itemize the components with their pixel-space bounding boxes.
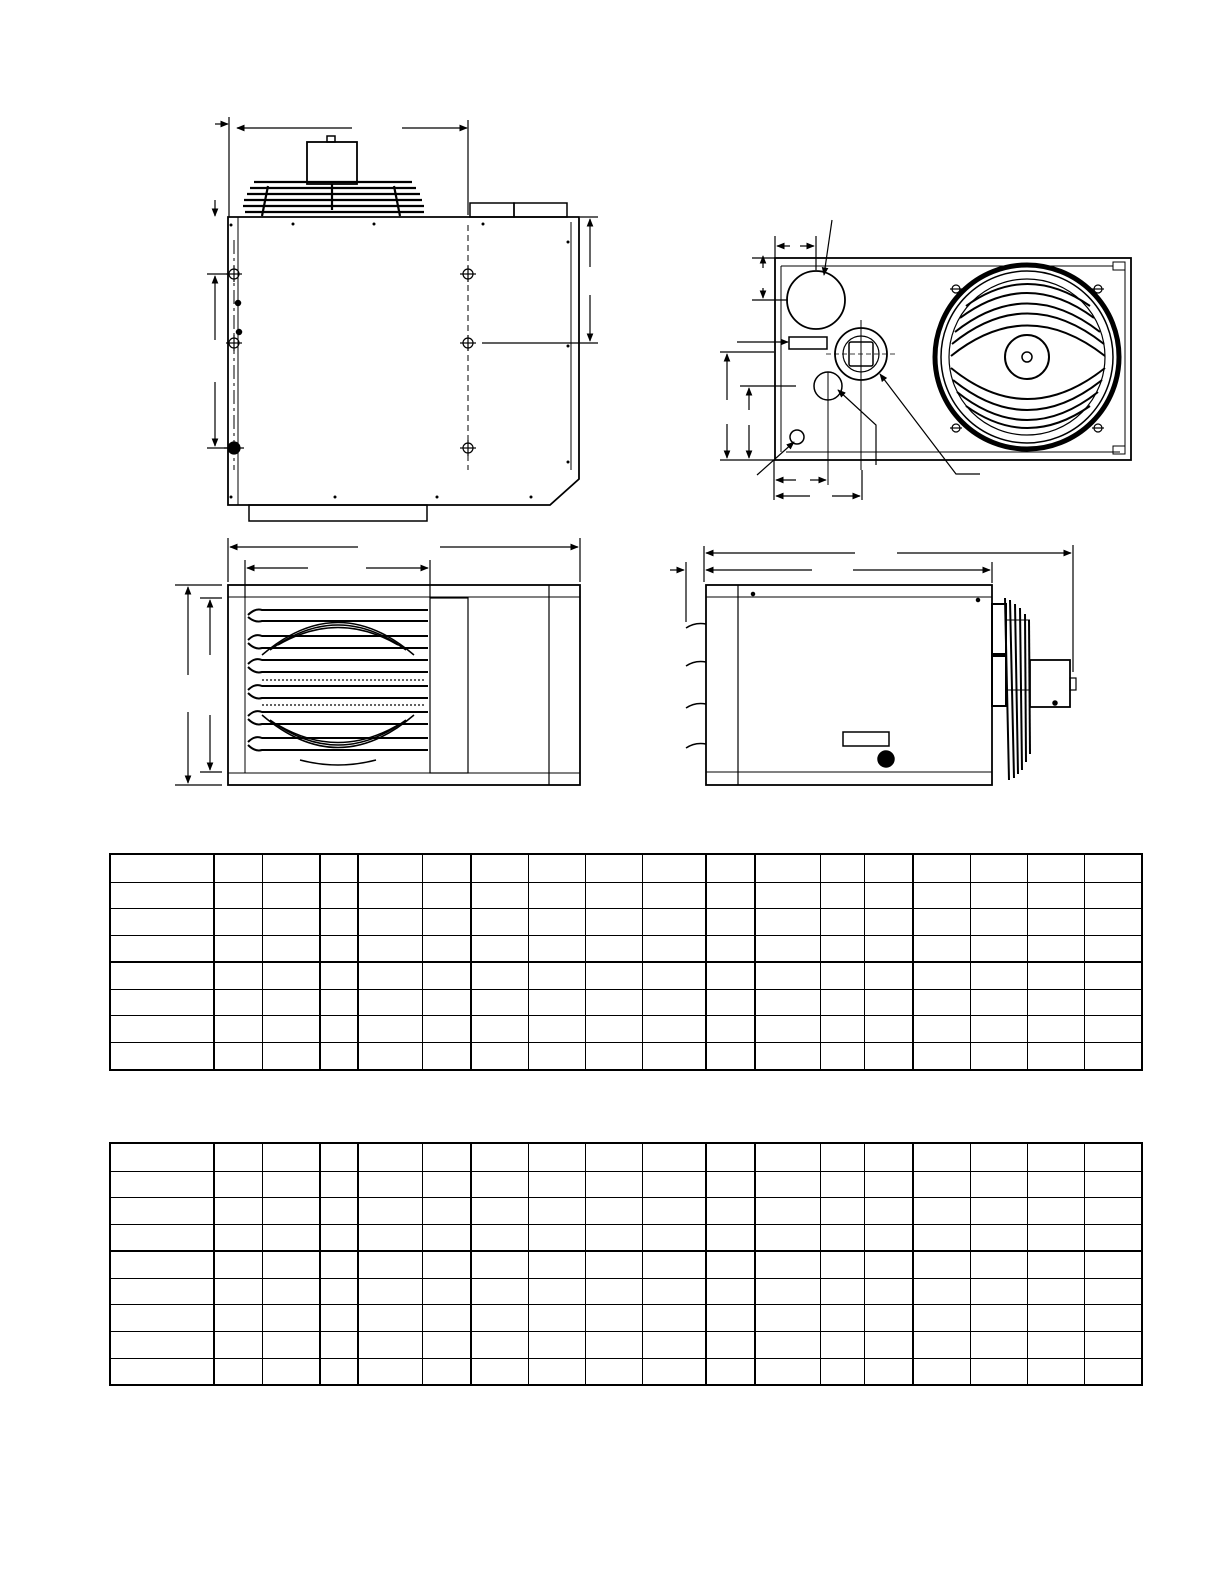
table-row (110, 1305, 1142, 1332)
table-row (110, 854, 1142, 882)
table-row (110, 962, 1142, 989)
dimension-table-2-body (110, 1143, 1142, 1385)
rear-fan (935, 265, 1119, 449)
table-row (110, 1332, 1142, 1359)
front-fan (262, 623, 414, 766)
rear-view (720, 220, 1131, 500)
dimension-table-2 (109, 1142, 1143, 1386)
table-row (110, 1251, 1142, 1278)
dimension-table-1 (109, 853, 1143, 1071)
fan-guard-side (992, 598, 1030, 780)
table-row (110, 1358, 1142, 1385)
table-row (110, 1224, 1142, 1251)
front-view (175, 538, 580, 785)
fan-guard-top (243, 182, 424, 216)
table-row (110, 1016, 1142, 1043)
table-row (110, 989, 1142, 1016)
table-row (110, 882, 1142, 909)
table-row (110, 1171, 1142, 1198)
table-row (110, 935, 1142, 962)
table-row (110, 1278, 1142, 1305)
table-row (110, 1198, 1142, 1225)
top-view (207, 117, 598, 521)
side-view (670, 545, 1076, 785)
table-row (110, 909, 1142, 936)
dimension-table-1-body (110, 854, 1142, 1070)
table-row (110, 1043, 1142, 1070)
table-row (110, 1143, 1142, 1171)
